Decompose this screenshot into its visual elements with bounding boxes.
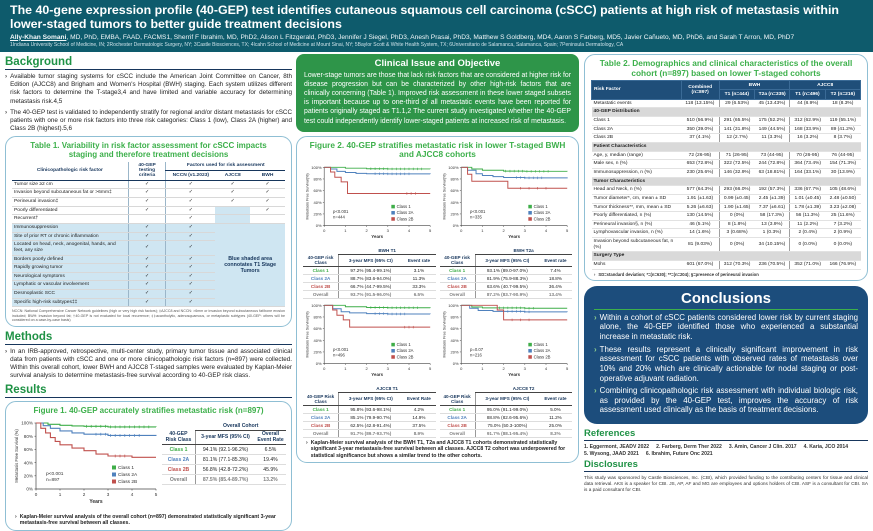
table2-row: Metastatic events 118 (13.15%) 29 (6.53%) 45 (13.43%) 44 (8.9%) 18 (8.3%) xyxy=(592,99,861,108)
table2-row: Mohs 601 (67.0%) 312 (70.3%) 236 (70.5%) 352 (71.0%) 166 (76.9%) xyxy=(592,261,861,270)
svg-text:0: 0 xyxy=(323,227,326,233)
figure2-table-ajcc8-t1 xyxy=(303,385,436,438)
svg-text:20%: 20% xyxy=(313,349,322,355)
conclusions-box xyxy=(584,286,868,424)
middle-column xyxy=(296,54,579,503)
table2-row: Perineural invasion§, n (%) 46 (5.1%) 8 (1.8%) 13 (3.9%) 11 (2.2%) 7 (3.2%) xyxy=(592,220,861,229)
svg-text:Metastasis Free Survival(%): Metastasis Free Survival(%) xyxy=(305,173,310,220)
mfs-table-row: Class 1 95.8% (93.6-98.1%) 4.2% xyxy=(303,405,436,413)
table2-row: Lymphovascular invasion, n (%) 14 (1.6%) 3 (0.68%) 1 (0.3%) 2 (0.4%) 2 (0.9%) xyxy=(592,229,861,238)
table2-row: Invasion beyond subcutaneous fat, n (%) 81 (9.03%) 0 (0%) 34 (10.15%) 0 (0.0%) 0 (0.0%) xyxy=(592,238,861,252)
svg-text:p<0.001: p<0.001 xyxy=(46,471,64,477)
mfs-table-row: Class 2A 85.1% (79.9-90.7%) 14.9% xyxy=(303,413,436,421)
svg-text:Class 1: Class 1 xyxy=(533,203,548,209)
table2-section-row: Tumor Characteristics xyxy=(592,177,861,186)
svg-text:20%: 20% xyxy=(449,211,459,217)
svg-text:20%: 20% xyxy=(23,473,33,479)
bullet-marker: › xyxy=(594,344,597,354)
svg-text:5: 5 xyxy=(429,227,432,233)
svg-text:40%: 40% xyxy=(449,199,459,205)
figure2-title: Figure 2. 40-GEP stratifies metastatic risk in lower T-staged BWH and AJCC8 cohorts xyxy=(309,139,566,160)
table1-row: Neurological symptoms ✓ ✓ xyxy=(12,272,285,281)
methods-heading: Methods xyxy=(5,331,292,345)
table2-row: Poorly differentiated, n (%) 130 (14.5%) 0 (0%) 58 (17.3%) 56 (11.3%) 25 (11.6%) xyxy=(592,212,861,221)
affiliations: 1Indiana University School of Medicine, IN; 2Rochester Dermatologic Surgery, NY; 3Castle Biosciences, TX; 4Icahn School of Medicine at Mount Sinai, NY; 5Baylor Scott & White Health System, TX; 6Universitario de Salamanca, Salamanca, Spain; 7Peninsula Dermatology, CA xyxy=(10,41,624,48)
svg-text:4: 4 xyxy=(407,227,411,233)
svg-text:2: 2 xyxy=(365,227,368,233)
table1-row: Site of prior RT or chronic inflammation ✓ ✓ xyxy=(12,232,285,241)
svg-text:80%: 80% xyxy=(449,176,459,182)
mfs-table-row: Class 1 95.0% (91.1-99.0%) 5.0% xyxy=(440,405,573,413)
disclosures-body: This study was sponsored by Castle Biosciences, Inc. (CBI), which provided funding to the contributing centers for tissue and clinical data retrieval. AKS is a speaker for CBI. JS, AP, AF and MG are employees and options holders of CBI. ASF is a consultant for CBI. SA is a paid consultant for CBI. xyxy=(584,475,868,493)
mfs-table-row: Class 2B 75.0% (50.3-100%) 25.0% xyxy=(440,421,573,429)
km-plot xyxy=(12,417,162,512)
svg-text:0: 0 xyxy=(459,366,462,372)
svg-text:40%: 40% xyxy=(313,338,322,344)
mfs-table-row: Class 2A 81.9% (75.9-88.3%) 18.8% xyxy=(440,275,573,283)
km-plot xyxy=(440,300,573,384)
svg-text:1: 1 xyxy=(480,227,484,233)
svg-text:0: 0 xyxy=(323,366,326,372)
svg-text:4: 4 xyxy=(544,227,547,233)
poster-header xyxy=(0,0,873,52)
svg-text:60%: 60% xyxy=(313,187,322,193)
table2-row: Class 1 510 (56.9%) 291 (65.5%) 175 (52.2%) 312 (62.9%) 119 (55.1%) xyxy=(592,117,861,126)
svg-text:n=335: n=335 xyxy=(469,214,482,220)
svg-text:Years: Years xyxy=(89,498,103,505)
svg-text:Class 1: Class 1 xyxy=(396,203,411,209)
svg-text:0%: 0% xyxy=(315,222,322,228)
author-rest: , MD, PhD, EMBA, FAAD, FACMS1, Sherrif F Ibrahim, MD, PhD2, Alison L Fitzgerald, PhD3, Jennifer J Siegel, PhD3, Anesh Prasai, PhD3, Matthew S Goldberg, MD4, Aaron S Farberg, MD5, Javier Cañueto, MD, PhD6, and Sarah T Arron, MD, PhD7 xyxy=(66,33,795,41)
svg-text:3: 3 xyxy=(106,491,110,497)
svg-text:p=0.07: p=0.07 xyxy=(469,347,483,353)
table1-row: Located on head, neck, anogenital, hands, and feet, any size ✓ ✓ xyxy=(12,241,285,255)
svg-text:0%: 0% xyxy=(26,486,33,492)
caption-marker: › xyxy=(306,439,308,446)
svg-text:5: 5 xyxy=(154,491,158,497)
figure2-grid xyxy=(303,162,572,438)
svg-text:80%: 80% xyxy=(449,314,459,320)
figure1-km-chart xyxy=(12,417,162,512)
clinical-issue-box xyxy=(296,54,579,132)
svg-text:Years: Years xyxy=(507,233,520,239)
svg-text:n=444: n=444 xyxy=(333,214,345,220)
table2-title: Table 2. Demographics and clinical characteristics of the overall cohort (n=897) based on lower T-staged cohorts xyxy=(599,58,853,78)
mfs-table: AJCC8 T1 40-GEP Risk Class 3-year MFS (95% CI) Event Rate Class 1 95.8% (93.6-98.1%) 4.2% Class 2A 85.1% (79.9-90.7%) 14.9% Class 2B 62.5% (42.8-91.4%) 37.5% Overall 91.7% (89.7-93.7%) 8.9% xyxy=(303,385,436,438)
table1-row: Poorly differentiated ✓ ✓ ✓ xyxy=(12,206,285,215)
mfs-table-row: Class 2B 56.8% (42.8-72.2%) 45.9% xyxy=(162,465,286,475)
svg-text:100%: 100% xyxy=(311,164,322,170)
svg-text:Class 2A: Class 2A xyxy=(533,348,551,354)
table2-section-row: Patient Characteristics xyxy=(592,143,861,152)
poster-title: The 40-gene expression profile (40-GEP) test identifies cutaneous squamous cell carcinoma (cSCC) patients at high risk of metastasis within lower-staged tumors to better guide treatment decisions xyxy=(10,3,840,31)
table2 xyxy=(591,80,861,270)
table1-row: Recurrent† ✓ xyxy=(12,215,285,224)
bullet-text: Available tumor staging systems for cSCC include the American Joint Committee on Cancer, 8th Edition (AJCC8) and Brigham and Women's Hospital (BWH) staging. Each system utilizes different risk factors to determine the T-stage3,4 and have limited and variable accuracy for determining metastasis risk.4,5 xyxy=(10,73,292,105)
reference-item: 6. Ibrahim, Future Onc 2021 xyxy=(645,451,713,458)
mfs-table-row: Class 2A 81.1% (77.1-85.3%) 19.4% xyxy=(162,455,286,465)
svg-text:60%: 60% xyxy=(449,187,459,193)
reference-item: 3. Amin, Cancer J Clin. 2017 xyxy=(728,444,797,451)
mfs-table: AJCC8 T2 40-GEP Risk Class 3-year MFS (95% CI) Event rate Class 1 95.0% (91.1-99.0%) 5.0% Class 2A 88.8% (82.6-95.6%) 11.2% Class 2B 75.0% (50.3-100%) 25.0% Overall 91.7% (88.1-95.4%) 8.3% xyxy=(440,385,573,438)
bullet-marker: › xyxy=(594,312,597,322)
mfs-table: BWH T2a 40-GEP risk Class 3-year MFS (95% CI) Event rate Class 1 93.1% (89.0-97.0%) 7.4% Class 2A 81.9% (75.9-88.3%) 18.8% Class 2B 63.6% (40.7-99.5%) 36.4% Overall 87.2% (83.7-90.9%) 13.4% xyxy=(440,247,573,300)
mfs-table-row: Class 2B 63.6% (40.7-99.5%) 36.4% xyxy=(440,283,573,291)
table1-row: Desmoplastic SCC ✓ ✓ xyxy=(12,290,285,299)
svg-text:100%: 100% xyxy=(21,420,33,426)
mfs-table-row: Class 2A 88.8% (82.6-95.6%) 11.2% xyxy=(440,413,573,421)
mfs-table: BWH T1 40-GEP risk Class 3-year MFS (95% CI) Event rate Class 1 97.2% (95.4-99.1%) 3.1% Class 2A 88.7% (83.6-94.0%) 11.3% Class 2B 66.7% (44.7-99.5%) 33.3% Overall 93.7% (91.5-96.0%) 6.5% xyxy=(303,247,436,300)
svg-text:4: 4 xyxy=(544,366,547,372)
bullet-item xyxy=(594,345,858,384)
methods-bullets xyxy=(5,348,292,381)
bullet-item xyxy=(594,313,858,342)
figure1-box xyxy=(5,401,292,531)
table2-row: Tumor diameter*, cm, mean ± SD 1.91 (±1.63) 0.99 (±0.45) 2.45 (±1.39) 1.01 (±0.45) 2.48 (±0.50) xyxy=(592,194,861,203)
svg-text:4: 4 xyxy=(407,366,411,372)
km-plot xyxy=(303,300,436,384)
svg-text:80%: 80% xyxy=(313,314,322,320)
table1-footnote: NCCN: National Comprehensive Cancer Network guidelines (high or very high risk factors); ‡AJCC8 and NCCN: >6mm or invasion beyond subcutaneous fat/bone erosion included; BWH: invasion beyond fat; †40-GEP is not evaluated for local recurrence; ‡‡acantholytic, adenosquamous, or metaplastic subtypes (40-GEP: others will be considered on a case-by-case basis) xyxy=(12,309,285,323)
bullet-text: These results represent a clinically significant improvement in risk assessment for cSCC patients with observed rates of metastasis over 10% and 20% which are clinically actionable for nodal staging or post-operative adjuvant radiation. xyxy=(599,344,858,383)
svg-text:3: 3 xyxy=(386,227,389,233)
svg-text:Class 1: Class 1 xyxy=(118,465,134,471)
table1-grid: Clinicopathologic risk factor 40-GEP testing criteria Factors used for risk assessment NCCN (v1.2023) AJCC8 BWH Tumor size ≥2 cm ✓ ✓ ✓ ✓ Invasion beyond subcutaneous fat or >6mm‡ ✓ ✓ ✓ ✓ Perineural invasion‡ ✓ ✓ ✓ ✓ Poorly differentiated ✓ ✓ ✓ Recurrent† ✓ Immunosuppression ✓ ✓ Blue shaded area connotates T1 Stage Tumors Site of prior RT or chronic inflammation ✓ ✓ Located on head, neck, anogenital, hands, and feet, any size ✓ ✓ Borders poorly defined ✓ ✓ Rapidly growing tumor ✓ ✓ Neurological symptoms ✓ ✓ Lymphatic or vascular involvement ✓ ✓ Desmoplastic SCC ✓ ✓ Specific high-risk subtypes‡‡ ✓ ✓ xyxy=(12,162,285,308)
svg-text:20%: 20% xyxy=(313,211,322,217)
table2-row: Age, y, median (range) 72 (26-95) 71 (26-95) 73 (44-95) 70 (26-95) 76 (44-95) xyxy=(592,151,861,160)
table2-row: Male sex, n (%) 653 (72.8%) 322 (72.5%) 244 (72.8%) 364 (73.4%) 154 (71.3%) xyxy=(592,160,861,169)
table1-row: Rapidly growing tumor ✓ ✓ xyxy=(12,264,285,273)
table1-row: Invasion beyond subcutaneous fat or >6mm‡ ✓ ✓ ✓ ✓ xyxy=(12,189,285,198)
left-column xyxy=(5,54,292,527)
svg-text:Class 2B: Class 2B xyxy=(118,479,138,485)
svg-text:100%: 100% xyxy=(447,303,459,309)
svg-text:0: 0 xyxy=(34,491,38,497)
figure2-km-ajcc8-t1 xyxy=(303,300,436,384)
mfs-table-row: Overall 93.7% (91.5-96.0%) 6.5% xyxy=(303,291,436,299)
svg-text:Class 2B: Class 2B xyxy=(533,354,551,360)
footnote-marker: › xyxy=(594,271,596,277)
figure2-km-bwh-t2a xyxy=(440,162,573,246)
table2-row: Class 2B 37 (4.1%) 12 (2.7%) 11 (3.3%) 16 (3.2%) 8 (3.7%) xyxy=(592,134,861,143)
svg-text:Metastasis Free Survival(%): Metastasis Free Survival(%) xyxy=(441,173,446,220)
background-heading: Background xyxy=(5,56,292,70)
svg-text:Class 2B: Class 2B xyxy=(396,354,414,360)
bullet-text: The 40-GEP test is validated to independently stratify for regional and/or distant metastasis for cSCC patients with one or more risk factors into three risk categories: Class 1 (low), Class 2A (higher) and Class 2B (highest).5,6 xyxy=(10,108,292,133)
table2-grid: Risk Factor Combined (n=897) BWH AJCC8 T1 (n=444) T2a (n=335) T1 (n=496) T2 (n=216) Metastatic events 118 (13.15%) 29 (6.53%) 45 (13.43%) 44 (8.9%) 18 (8.3%) 40-GEP Distribution Class 1 510 (56.9%) 291 (65.5%) 175 (52.2%) 312 (62.9%) 119 (55.1%) Class 2A 350 (39.0%) 141 (31.8%) 149 (44.5%) 168 (33.9%) 89 (41.2%) Class 2B 37 (4.1%) 12 (2.7%) 11 (3.3%) 16 (3.2%) 8 (3.7%) Patient Characteristics Age, y, median (range) 72 (26-95) 71 (26-95) 73 (44-95) 70 (26-95) 76 (44-95) Male sex, n (%) 653 (72.8%) 322 (72.5%) 244 (72.8%) 364 (73.4%) 154 (71.3%) Immunosuppression, n (%) 230 (25.6%) 146 (32.9%) 63 (18.81%) 164 (33.1%) 30 (13.9%) Tumor Characteristics Head and Neck, n (%) 577 (64.3%) 293 (66.0%) 192 (57.3%) 336 (67.7%) 105 (48.6%) Tumor diameter*, cm, mean ± SD 1.91 (±1.63) 0.99 (±0.45) 2.45 (±1.39) 1.01 (±0.45) 2.48 (±0.50) Tumor thickness**, mm, mean ± SD 5.26 (±6.63) 1.90 (±1.65) 7.37 (±6.61) 1.78 (±1.39) 3.23 (±2.08) Poorly differentiated, n (%) 130 (14.5%) 0 (0%) 58 (17.3%) 56 (11.3%) 25 (11.6%) Perineural invasion§, n (%) 46 (5.1%) 8 (1.8%) 13 (3.9%) 11 (2.2%) 7 (3.2%) Lymphovascular invasion, n (%) 14 (1.6%) 3 (0.68%) 1 (0.3%) 2 (0.4%) 2 (0.9%) Invasion beyond subcutaneous fat, n (%) 81 (9.03%) 0 (0%) 34 (10.15%) 0 (0.0%) 0 (0.0%) Surgery Type Mohs 601 (67.0%) 312 (70.3%) 236 (70.5%) 352 (71.0%) 166 (76.9%) xyxy=(591,80,861,270)
table1-row: Tumor size ≥2 cm ✓ ✓ ✓ ✓ xyxy=(12,180,285,189)
svg-text:60%: 60% xyxy=(313,326,322,332)
table1-row: Borders poorly defined ✓ ✓ xyxy=(12,255,285,264)
table1 xyxy=(12,162,285,308)
bullet-text: Within a cohort of cSCC patients considered lower risk by current staging alone, the 40-GEP identified those who experienced a substantial increase in metastatic risk. xyxy=(599,312,858,341)
clinical-issue-heading: Clinical Issue and Objective xyxy=(374,58,501,69)
bullet-item xyxy=(5,73,292,106)
svg-text:n=216: n=216 xyxy=(469,352,482,358)
svg-text:2: 2 xyxy=(365,366,368,372)
figure1-title: Figure 1. 40-GEP accurately stratifies metastatic risk (n=897) xyxy=(33,405,264,415)
references-list xyxy=(584,444,868,457)
svg-text:3: 3 xyxy=(523,366,526,372)
table1-row: Immunosuppression ✓ ✓ Blue shaded area connotates T1 Stage Tumors xyxy=(12,223,285,232)
km-plot xyxy=(303,162,436,246)
svg-text:1: 1 xyxy=(344,227,347,233)
svg-text:100%: 100% xyxy=(447,164,459,170)
first-author: Ally-Khan Somani xyxy=(10,33,67,41)
bullet-marker: › xyxy=(5,73,8,80)
svg-text:1: 1 xyxy=(480,366,484,372)
bullet-marker: › xyxy=(594,386,597,396)
mfs-table-row: Class 2B 66.7% (44.7-99.5%) 33.3% xyxy=(303,283,436,291)
figure2-table-bwh-t2a xyxy=(440,247,573,300)
svg-text:2: 2 xyxy=(501,227,505,233)
svg-text:Class 2A: Class 2A xyxy=(396,209,414,215)
svg-text:1: 1 xyxy=(58,491,62,497)
right-column xyxy=(584,54,868,503)
svg-text:p<0.001: p<0.001 xyxy=(469,208,485,214)
table2-row: Head and Neck, n (%) 577 (64.3%) 293 (66.0%) 192 (57.3%) 336 (67.7%) 105 (48.6%) xyxy=(592,186,861,195)
svg-text:Metastasis Free Survival(%): Metastasis Free Survival(%) xyxy=(441,311,446,358)
bullet-item xyxy=(594,386,858,415)
bullet-marker: › xyxy=(5,108,8,116)
table1-box xyxy=(5,136,292,327)
svg-text:5: 5 xyxy=(565,227,568,233)
svg-text:40%: 40% xyxy=(449,338,459,344)
mfs-table-row: Class 2A 88.7% (83.6-94.0%) 11.3% xyxy=(303,275,436,283)
reference-item: 5. Wysong, JAAD 2021 xyxy=(584,451,639,458)
figure2-table-ajcc8-t2 xyxy=(440,385,573,438)
bullet-text: Combining clinicopathologic risk assessment with individual biologic risk, as provided by the 40-GEP test, improves the accuracy of risk assessment used clinically as the basis of treatment decisions. xyxy=(599,386,858,415)
table1-row: Perineural invasion‡ ✓ ✓ ✓ ✓ xyxy=(12,198,285,207)
svg-text:2: 2 xyxy=(82,491,86,497)
figure1-stat-table xyxy=(162,417,286,486)
figure1-caption: › Kaplan-Meier survival analysis of the overall cohort (n=897) demonstrated statistically significant 3-year metastasis-free survival between all classes. xyxy=(15,513,276,527)
caption-marker: › xyxy=(15,513,17,520)
mfs-table-row: Overall 87.2% (83.7-90.9%) 13.4% xyxy=(440,291,573,299)
mfs-table-row: Overall 91.7% (89.7-93.7%) 8.9% xyxy=(303,429,436,437)
svg-text:Class 2B: Class 2B xyxy=(533,216,551,222)
reference-item: 1. Eggermont, JEADV 2022 xyxy=(584,444,650,451)
table2-section-row: Surgery Type xyxy=(592,252,861,261)
mfs-table-row: Class 1 94.1% (92.1-96.2%) 6.5% xyxy=(162,445,286,455)
mfs-table-row: Overall 91.7% (88.1-95.4%) 8.3% xyxy=(440,429,573,437)
mfs-table-row: Class 1 93.1% (89.0-97.0%) 7.4% xyxy=(440,267,573,275)
table2-footnote: › SD=standard deviation; *=(n=630); **=(n=204); §=presence of perineural invasion xyxy=(594,271,759,277)
table1-title: Table 1. Variability in risk factor assessment for cSCC impacts staging and therefore treatment decisions xyxy=(30,141,267,160)
figure2-km-bwh-t1 xyxy=(303,162,436,246)
svg-text:60%: 60% xyxy=(23,446,33,452)
background-bullets xyxy=(5,73,292,133)
svg-text:20%: 20% xyxy=(449,349,459,355)
svg-text:p<0.001: p<0.001 xyxy=(333,208,349,214)
table1-row: Lymphatic or vascular involvement ✓ ✓ xyxy=(12,281,285,290)
table1-note: Blue shaded area connotates T1 Stage Tumors xyxy=(215,223,285,306)
table1-row: Specific high-risk subtypes‡‡ ✓ ✓ xyxy=(12,298,285,307)
svg-text:Class 2A: Class 2A xyxy=(396,348,414,354)
figure2-table-bwh-t1 xyxy=(303,247,436,300)
svg-text:Years: Years xyxy=(371,372,384,378)
svg-text:40%: 40% xyxy=(313,199,322,205)
svg-text:80%: 80% xyxy=(23,433,33,439)
reference-item: 4. Karia, JCO 2014 xyxy=(803,444,849,451)
svg-text:3: 3 xyxy=(386,366,389,372)
mfs-table-row: Class 1 97.2% (95.4-99.1%) 3.1% xyxy=(303,267,436,275)
svg-text:40%: 40% xyxy=(23,459,33,465)
svg-text:Class 1: Class 1 xyxy=(396,342,411,348)
km-plot xyxy=(440,162,573,246)
table2-section-row: 40-GEP Distribution xyxy=(592,108,861,117)
table2-row: Class 2A 350 (39.0%) 141 (31.8%) 149 (44.5%) 168 (33.9%) 89 (41.2%) xyxy=(592,125,861,134)
svg-text:5: 5 xyxy=(429,366,432,372)
svg-text:0%: 0% xyxy=(452,361,459,367)
mfs-table: Overall Cohort 40-GEP Risk Class 3-year MFS (95% CI) Overall Event Rate Class 1 94.1% (92.1-96.2%) 6.5% Class 2A 81.1% (77.1-85.3%) 19.4% Class 2B 56.8% (42.8-72.2%) 45.9% Overall 87.5% (85.4-89.7%) 13.2% xyxy=(162,423,286,486)
svg-text:n=897: n=897 xyxy=(46,477,60,483)
bullet-item xyxy=(5,348,292,381)
figure2-caption: › Kaplan-Meier survival analysis of the BWH T1, T2a and AJCC8 T1 cohorts demonstrated statistically significant 3-year metastasis-free survival between all classes. AJCC8 T2 cohort was underpowered for statistical significance but shows a similar trend to the other cohorts. xyxy=(306,439,566,459)
figure2-box xyxy=(296,136,579,464)
svg-text:1: 1 xyxy=(344,366,347,372)
mfs-table-row: Class 2B 62.5% (42.8-91.4%) 37.5% xyxy=(303,421,436,429)
bullet-item xyxy=(5,109,292,134)
table2-row: Immunosuppression, n (%) 230 (25.6%) 146 (32.9%) 63 (18.81%) 164 (33.1%) 30 (13.9%) xyxy=(592,168,861,177)
svg-text:n=496: n=496 xyxy=(333,352,345,358)
mfs-table-row: Overall 87.5% (85.4-89.7%) 13.2% xyxy=(162,475,286,485)
svg-text:Metastasis Free Survival (%): Metastasis Free Survival (%) xyxy=(14,428,19,483)
svg-text:Years: Years xyxy=(371,233,384,239)
svg-text:60%: 60% xyxy=(449,326,459,332)
svg-text:3: 3 xyxy=(523,227,526,233)
author-line xyxy=(10,34,863,41)
svg-text:Class 2A: Class 2A xyxy=(533,209,551,215)
references-heading: References xyxy=(584,428,868,441)
reference-item: 2. Farberg, Derm Ther 2022 xyxy=(656,444,722,451)
svg-text:100%: 100% xyxy=(311,303,322,309)
results-heading: Results xyxy=(5,384,292,398)
svg-text:Metastasis Free Survival(%): Metastasis Free Survival(%) xyxy=(305,311,310,358)
svg-text:Years: Years xyxy=(507,372,520,378)
svg-text:80%: 80% xyxy=(313,176,322,182)
figure2-km-ajcc8-t2 xyxy=(440,300,573,384)
svg-text:Class 2B: Class 2B xyxy=(396,216,414,222)
svg-text:0%: 0% xyxy=(315,361,322,367)
table2-box xyxy=(584,54,868,281)
svg-text:0: 0 xyxy=(459,227,462,233)
svg-text:4: 4 xyxy=(130,491,134,497)
svg-text:Class 2A: Class 2A xyxy=(118,472,138,478)
clinical-issue-body: Lower-stage tumors are those that lack risk factors that are considered at higher risk for disease progression but can be characterized by other high-risk factors that are clinically concerning (Table 1). Improved risk assessment in these lower staged subsets is important because up to one-third of all metastatic events have been reported for patients originally staged as T1.1,2 The current study investigated whether the 40-GEP test could independently identify lower-staged patients at increased risk of metastasis. xyxy=(304,72,571,125)
svg-text:Class 1: Class 1 xyxy=(533,342,548,348)
svg-text:5: 5 xyxy=(565,366,568,372)
svg-text:p<0.001: p<0.001 xyxy=(333,347,349,353)
svg-text:0%: 0% xyxy=(452,222,459,228)
svg-text:2: 2 xyxy=(501,366,505,372)
disclosures-heading: Disclosures xyxy=(584,459,868,472)
table2-row: Tumor thickness**, mm, mean ± SD 5.26 (±6.63) 1.90 (±1.65) 7.37 (±6.61) 1.78 (±1.39) 3.23 (±2.08) xyxy=(592,203,861,212)
conclusions-heading: Conclusions xyxy=(594,290,858,310)
bullet-marker: › xyxy=(5,347,8,355)
conclusions-bullets xyxy=(594,313,858,415)
bullet-text: In an IRB-approved, retrospective, multi-center study, primary tumor tissue and associated clinical data from patients with cSCC and one or more clinicopathologic risk factors (n=897) were collected. Within this overall cohort, lower BWH and AJCC8 T-staged samples were evaluated by Kaplan-Meier survival analysis to determine metastasis-free survival according to 40-GEP risk class. xyxy=(10,347,292,380)
